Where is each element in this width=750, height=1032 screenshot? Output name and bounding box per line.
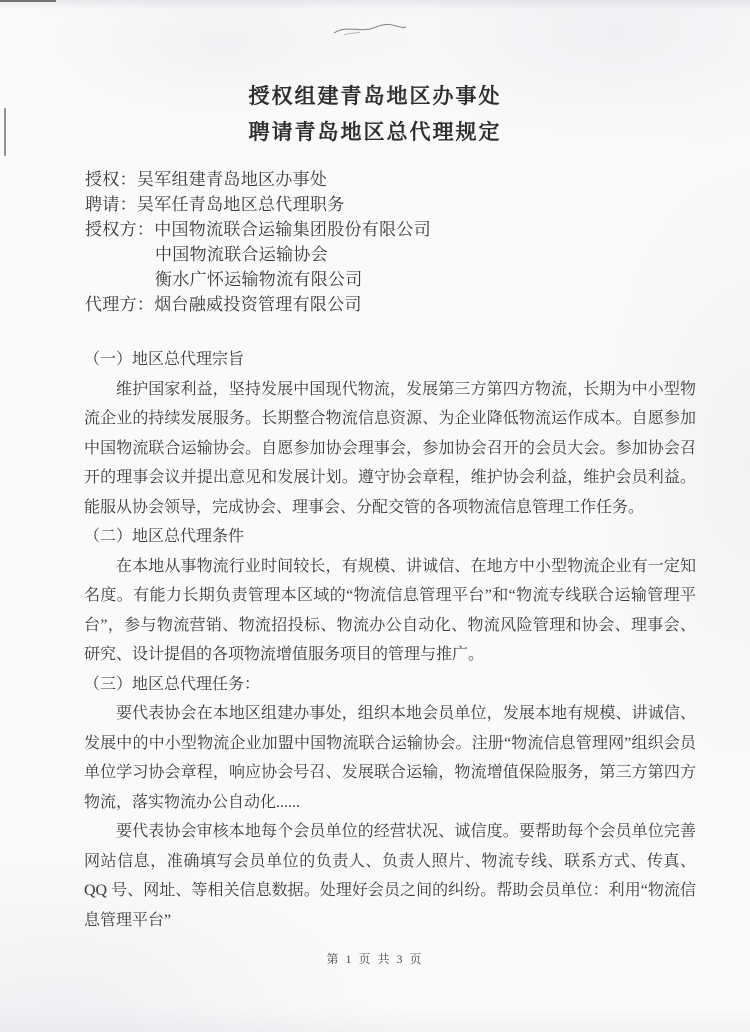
document-title-line1: 授权组建青岛地区办事处: [248, 84, 502, 108]
scan-edge-artifact: [0, 0, 56, 2]
preamble-value: 中国物流联合运输集团股份有限公司: [154, 220, 432, 239]
preamble-row-appoint: [85, 192, 705, 217]
preamble-block: [85, 167, 705, 317]
section-heading-1: （一）地区总代理宗旨: [84, 351, 245, 368]
preamble-label: 聘请：: [85, 195, 137, 214]
preamble-row-authorizer-2: [85, 242, 705, 267]
preamble-label: 授权方：: [85, 220, 155, 239]
section-1-paragraph-1: 维护国家利益，坚持发展中国现代物流，发展第三方第四方物流，长期为中小型物流企业的持续发展服务。长期整合物流信息资源、为企业降低物流运作成本。自愿参加中国物流联合运输协会。自愿参加协会理事会，参加协会召开的会员大会。参加协会召开的理事会议并提出意见和发展计划。遵守协会章程，维护协会利益，维护会员利益。能服从协会领导，完成协会、理事会、分配交管的各项物流信息管理工作任务。: [84, 380, 696, 516]
section-3-paragraph-1: 要代表协会在本地区组建办事处，组织本地会员单位，发展本地有规模、讲诚信、发展中的中小型物流企业加盟中国物流联合运输协会。注册“物流信息管理网”组织会员单位学习协会章程，响应协会号召、发展联合运输，物流增值保险服务，第三方第四方物流，落实物流办公自动化......: [84, 705, 696, 811]
preamble-value: 烟台融威投资管理有限公司: [154, 295, 362, 314]
section-heading-2: （二）地区总代理条件: [84, 528, 245, 545]
section-3-paragraph-2: 要代表协会审核本地每个会员单位的经营状况、诚信度。要帮助每个会员单位完善网站信息，准确填写会员单位的负责人、负责人照片、物流专线、联系方式、传真、QQ 号、网址、等相关信息数据。处理好会员之间的纠纷。帮助会员单位：利用“物流信息管理平台”: [84, 823, 696, 929]
preamble-row-agent: [85, 292, 705, 317]
preamble-row-authorizer: [85, 217, 705, 242]
preamble-row-authorize: [85, 167, 705, 192]
document-body: [84, 345, 696, 935]
preamble-value: 衡水广怀运输物流有限公司: [155, 270, 363, 289]
document-title-line2: 聘请青岛地区总代理规定: [248, 120, 502, 144]
preamble-value: 中国物流联合运输协会: [155, 245, 328, 264]
preamble-label: 授权：: [85, 170, 137, 189]
preamble-row-authorizer-3: [85, 267, 705, 292]
preamble-value: 吴军组建青岛地区办事处: [136, 170, 328, 189]
section-2-paragraph-1: 在本地从事物流行业时间较长，有规模、讲诚信、在地方中小型物流企业有一定知名度。有能力长期负责管理本区域的“物流信息管理平台”和“物流专线联合运输管理平台”，参与物流营销、物流招投标、物流办公自动化、物流风险管理和协会、理事会、研究、设计提倡的各项物流增值服务项目的管理与推广。: [84, 557, 696, 663]
page-number: 第 1 页 共 3 页: [326, 952, 424, 966]
section-heading-3: （三）地区总代理任务：: [84, 675, 261, 693]
preamble-value: 吴军任青岛地区总代理职务: [136, 195, 345, 214]
staple-mark: [330, 20, 410, 38]
document-title: [0, 78, 750, 150]
preamble-label: 代理方：: [85, 295, 155, 314]
